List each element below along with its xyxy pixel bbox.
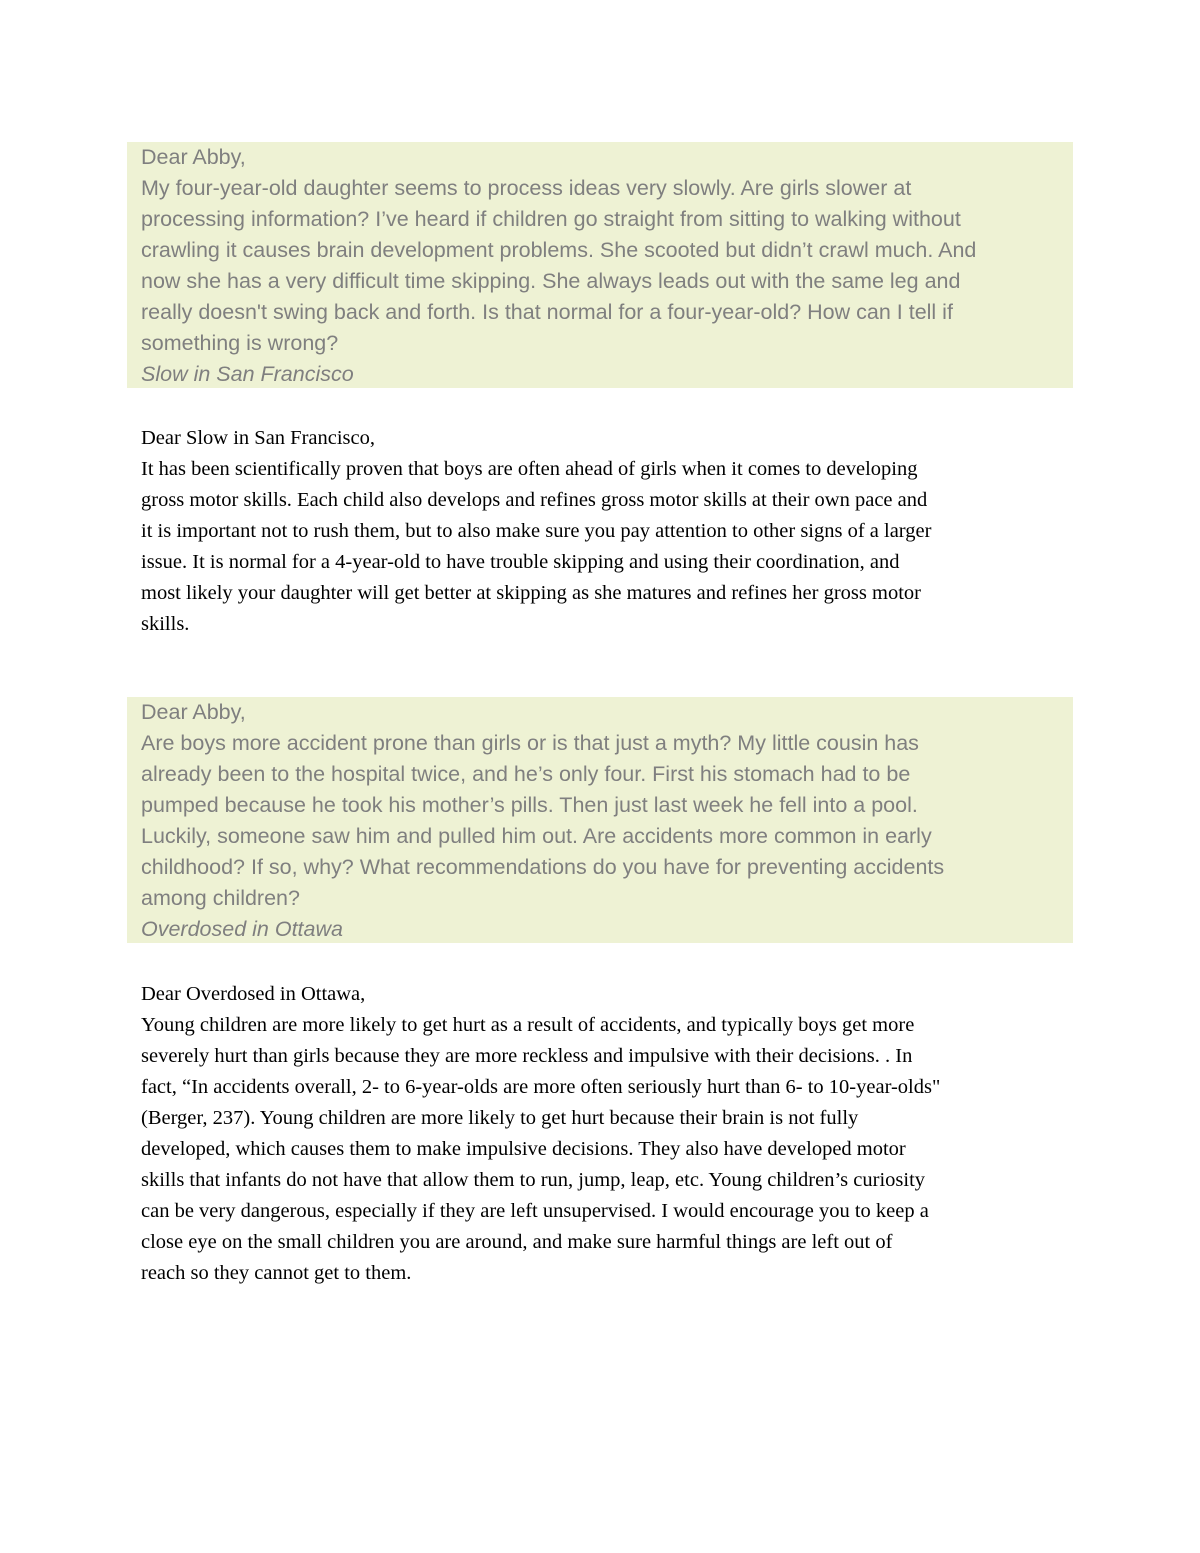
reply-body-line: skills that infants do not have that allow them to run, jump, leap, etc. Young children’s curiosity (141, 1169, 926, 1191)
reply-body-line: it is important not to rush them, but to also make sure you pay attention to other signs of a larger (141, 520, 932, 542)
reply-body-line: (Berger, 237). Young children are more likely to get hurt because their brain is not fully (141, 1107, 859, 1129)
reply-body-line: can be very dangerous, especially if they are left unsupervised. I would encourage you to keep a (141, 1200, 929, 1222)
letter-body-line: among children? (141, 886, 300, 910)
letter-greeting: Dear Abby, (141, 145, 246, 169)
letter-body-line: childhood? If so, why? What recommendations do you have for preventing accidents (141, 855, 945, 879)
letter-body-line: processing information? I’ve heard if children go straight from sitting to walking without (141, 207, 961, 231)
letter-body-line: Luckily, someone saw him and pulled him out. Are accidents more common in early (141, 824, 932, 848)
reply-body-line: issue. It is normal for a 4-year-old to have trouble skipping and using their coordination, and (141, 551, 900, 573)
letter-body-line: crawling it causes brain development problems. She scooted but didn’t crawl much. And (141, 238, 977, 262)
letter-signature: Slow in San Francisco (141, 362, 354, 386)
letter-box (127, 142, 1073, 388)
letter-body-line: pumped because he took his mother’s pills. Then just last week he fell into a pool. (141, 793, 918, 817)
reply-body-line: gross motor skills. Each child also develops and refines gross motor skills at their own pace and (141, 489, 928, 511)
letter-body-line: My four-year-old daughter seems to process ideas very slowly. Are girls slower at (141, 176, 912, 200)
reply-body-line: skills. (141, 613, 190, 635)
letter-body-line: really doesn't swing back and forth. Is that normal for a four-year-old? How can I tell if (141, 300, 953, 324)
letter-body-line: now she has a very difficult time skipping. She always leads out with the same leg and (141, 269, 961, 293)
reply-body-line: reach so they cannot get to them. (141, 1262, 412, 1284)
reply-body-line: developed, which causes them to make impulsive decisions. They also have developed motor (141, 1138, 906, 1160)
letter-body-line: something is wrong? (141, 331, 339, 355)
reply-body-line: It has been scientifically proven that boys are often ahead of girls when it comes to developing (141, 458, 918, 480)
reply-body-line: close eye on the small children you are around, and make sure harmful things are left out of (141, 1231, 893, 1253)
letter-body-line: already been to the hospital twice, and he’s only four. First his stomach had to be (141, 762, 911, 786)
reply-block (141, 423, 1071, 640)
letter-box (127, 697, 1073, 943)
reply-block (141, 979, 1071, 1289)
reply-body-line: severely hurt than girls because they are more reckless and impulsive with their decisions. . In (141, 1045, 913, 1067)
reply-greeting: Dear Overdosed in Ottawa, (141, 983, 366, 1005)
reply-greeting: Dear Slow in San Francisco, (141, 427, 375, 449)
letter-body-line: Are boys more accident prone than girls or is that just a myth? My little cousin has (141, 731, 919, 755)
reply-body-line: fact, “In accidents overall, 2- to 6-year-olds are more often seriously hurt than 6- to 10-year-olds" (141, 1076, 941, 1098)
reply-body-line: Young children are more likely to get hurt as a result of accidents, and typically boys get more (141, 1014, 915, 1036)
reply-body-line: most likely your daughter will get better at skipping as she matures and refines her gross motor (141, 582, 921, 604)
letter-signature: Overdosed in Ottawa (141, 917, 343, 941)
letter-greeting: Dear Abby, (141, 700, 246, 724)
